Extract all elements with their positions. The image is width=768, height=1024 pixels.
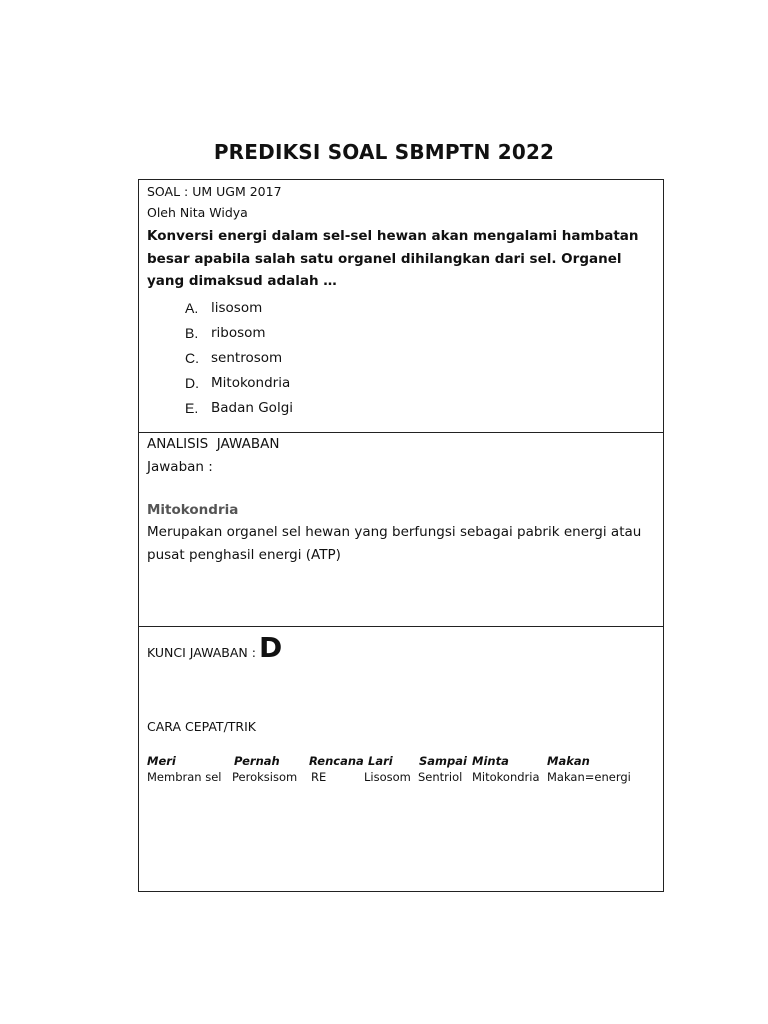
option-letter: C. (185, 349, 199, 366)
trick-word: Makan (547, 754, 590, 768)
option-d (185, 371, 663, 396)
trick-column (309, 753, 364, 785)
option-b (185, 321, 663, 346)
answer-explanation: Merupakan organel sel hewan yang berfungsi sebagai pabrik energi atau pusat penghasil energi (ATP) (147, 524, 642, 563)
trick-meaning: Mitokondria (472, 770, 540, 784)
analysis-box (138, 432, 664, 627)
options-list (185, 296, 663, 421)
trick-meaning: Makan=energi (547, 770, 631, 784)
question-author: Oleh Nita Widya (147, 205, 248, 220)
answer-name: Mitokondria (147, 502, 239, 518)
option-c (185, 346, 663, 371)
option-text: ribosom (211, 324, 266, 341)
trick-word: Lari (368, 754, 393, 768)
option-letter: E. (185, 399, 199, 416)
question-box (138, 179, 664, 433)
answer-label: Jawaban : (147, 459, 213, 475)
trick-meaning: Lisosom (364, 770, 411, 784)
trick-meaning: Membran sel (147, 770, 222, 784)
question-source: SOAL : UM UGM 2017 (147, 184, 282, 199)
question-text: Konversi energi dalam sel-sel hewan akan mengalami hambatan besar apabila salah satu organel dihilangkan dari sel. Organel yang dimaksud adalah … (147, 228, 639, 289)
answer-key-box (138, 626, 664, 892)
trick-column (547, 753, 631, 785)
trick-word: Sampai (419, 754, 467, 768)
trick-meaning: Peroksisom (232, 770, 298, 784)
trick-column (364, 753, 411, 785)
trick-word: Rencana (309, 754, 364, 768)
analysis-heading: ANALISIS JAWABAN (147, 436, 280, 452)
trick-column (232, 753, 297, 785)
answer-key-letter: D (258, 631, 283, 664)
option-text: sentrosom (211, 349, 283, 366)
trick-meaning: RE (311, 770, 327, 784)
answer-key-row (147, 631, 282, 664)
trick-column (419, 753, 467, 785)
option-text: Mitokondria (211, 374, 291, 391)
option-text: lisosom (211, 299, 263, 316)
option-letter: B. (185, 324, 199, 341)
option-e (185, 396, 663, 421)
trick-word: Meri (147, 754, 176, 768)
option-letter: A. (185, 299, 199, 316)
trick-word: Minta (472, 754, 509, 768)
trick-column (147, 753, 221, 785)
page-title: PREDIKSI SOAL SBMPTN 2022 (213, 140, 555, 164)
trick-meaning: Sentriol (418, 770, 463, 784)
option-text: Badan Golgi (211, 399, 294, 416)
trick-word: Pernah (234, 754, 280, 768)
trick-column (472, 753, 540, 785)
option-a (185, 296, 663, 321)
trick-label: CARA CEPAT/TRIK (147, 719, 256, 734)
option-letter: D. (185, 374, 199, 391)
answer-key-label: KUNCI JAWABAN : (147, 645, 256, 660)
